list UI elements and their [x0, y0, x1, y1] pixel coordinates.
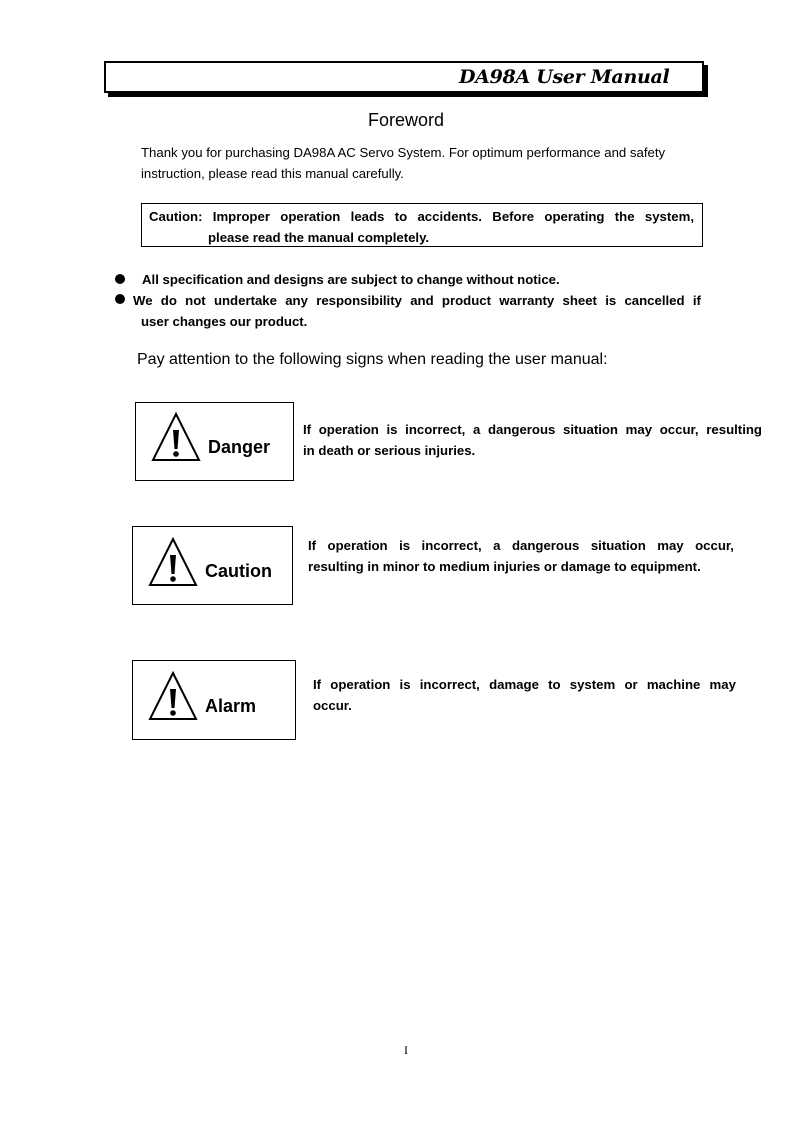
caution-sign-word: a — [493, 538, 501, 553]
alarm-word: is — [399, 677, 411, 692]
caution-sign-word: situation — [590, 538, 646, 553]
alarm-label: Alarm — [205, 696, 257, 716]
danger-description-line-1 — [303, 419, 762, 440]
danger-word: occur, — [659, 422, 699, 437]
warranty-word: sheet — [562, 293, 597, 308]
caution-sign-word: operation — [327, 538, 388, 553]
caution-sign-word: incorrect, — [421, 538, 482, 553]
bullet-item-change-notice: All specification and designs are subject to change without notice. — [142, 272, 560, 287]
warning-triangle-icon — [148, 671, 198, 721]
warranty-word: We — [133, 293, 153, 308]
danger-word: dangerous — [487, 422, 556, 437]
caution-word: leads — [350, 209, 385, 224]
alarm-word: system — [569, 677, 616, 692]
alarm-word: operation — [330, 677, 391, 692]
caution-sign-word: If — [308, 538, 317, 553]
warranty-word: undertake — [213, 293, 277, 308]
danger-word: incorrect, — [405, 422, 466, 437]
caution-sign-word: may — [657, 538, 684, 553]
caution-notice-box — [141, 203, 703, 247]
caution-sign-word: dangerous — [511, 538, 580, 553]
intro-paragraph — [141, 142, 707, 184]
caution-word: operation — [280, 209, 341, 224]
caution-sign-word: is — [399, 538, 411, 553]
danger-word: is — [386, 422, 398, 437]
warranty-word: any — [285, 293, 308, 308]
warning-triangle-icon — [148, 537, 198, 587]
danger-word: situation — [563, 422, 618, 437]
alarm-word: or — [624, 677, 638, 692]
danger-word: a — [472, 422, 481, 437]
caution-word: to — [394, 209, 408, 224]
manual-title: DA98A User Manual — [459, 66, 670, 88]
alarm-word: If — [313, 677, 322, 692]
caution-notice-line-1 — [149, 206, 694, 227]
caution-word: the — [614, 209, 635, 224]
danger-word: resulting — [706, 422, 762, 437]
warranty-word: do — [160, 293, 177, 308]
bullet-icon — [115, 294, 125, 304]
danger-word: If — [303, 422, 312, 437]
caution-notice-line-2: please read the manual completely. — [208, 230, 430, 245]
bullet-item-warranty — [133, 290, 701, 332]
caution-word: accidents. — [417, 209, 482, 224]
alarm-description-line-2: occur. — [313, 698, 352, 713]
danger-label: Danger — [208, 437, 271, 457]
warranty-word: not — [185, 293, 206, 308]
caution-sign-word: occur, — [695, 538, 734, 553]
alarm-word: to — [548, 677, 561, 692]
caution-word: operating — [544, 209, 605, 224]
warranty-word: warranty — [499, 293, 555, 308]
caution-description-line-1 — [308, 535, 734, 556]
danger-word: operation — [318, 422, 379, 437]
caution-notice-label: Caution: — [149, 209, 203, 224]
alarm-word: damage — [489, 677, 539, 692]
alarm-word: incorrect, — [419, 677, 480, 692]
warranty-word: and — [410, 293, 434, 308]
caution-word: Before — [492, 209, 535, 224]
warranty-word: is — [605, 293, 617, 308]
caution-word: Improper — [212, 209, 270, 224]
signs-intro: Pay attention to the following signs when reading the user manual: — [137, 351, 608, 368]
warranty-word: product — [441, 293, 491, 308]
bullet-icon — [115, 274, 125, 284]
caution-label: Caution — [205, 561, 272, 581]
caution-word: system, — [644, 209, 694, 224]
danger-word: may — [625, 422, 653, 437]
page-title: Foreword — [367, 110, 445, 130]
warning-triangle-icon — [151, 412, 201, 462]
alarm-word: machine — [646, 677, 701, 692]
intro-line-1: Thank you for purchasing DA98A AC Servo System. For optimum performance and safety — [141, 145, 666, 160]
alarm-word: may — [709, 677, 736, 692]
warranty-word: if — [692, 293, 701, 308]
caution-description — [308, 535, 734, 577]
warranty-word: cancelled — [624, 293, 685, 308]
intro-line-2: instruction, please read this manual carefully. — [141, 166, 404, 181]
warranty-line-1 — [133, 290, 701, 311]
alarm-description-line-1 — [313, 674, 736, 695]
warranty-word: responsibility — [316, 293, 402, 308]
warranty-line-2: user changes our product. — [141, 314, 308, 329]
alarm-description — [313, 674, 736, 716]
page-number: I — [404, 1043, 408, 1057]
danger-description-line-2: in death or serious injuries. — [303, 443, 476, 458]
caution-description-line-2: resulting in minor to medium injuries or damage to equipment. — [308, 559, 701, 574]
danger-description — [303, 419, 762, 461]
